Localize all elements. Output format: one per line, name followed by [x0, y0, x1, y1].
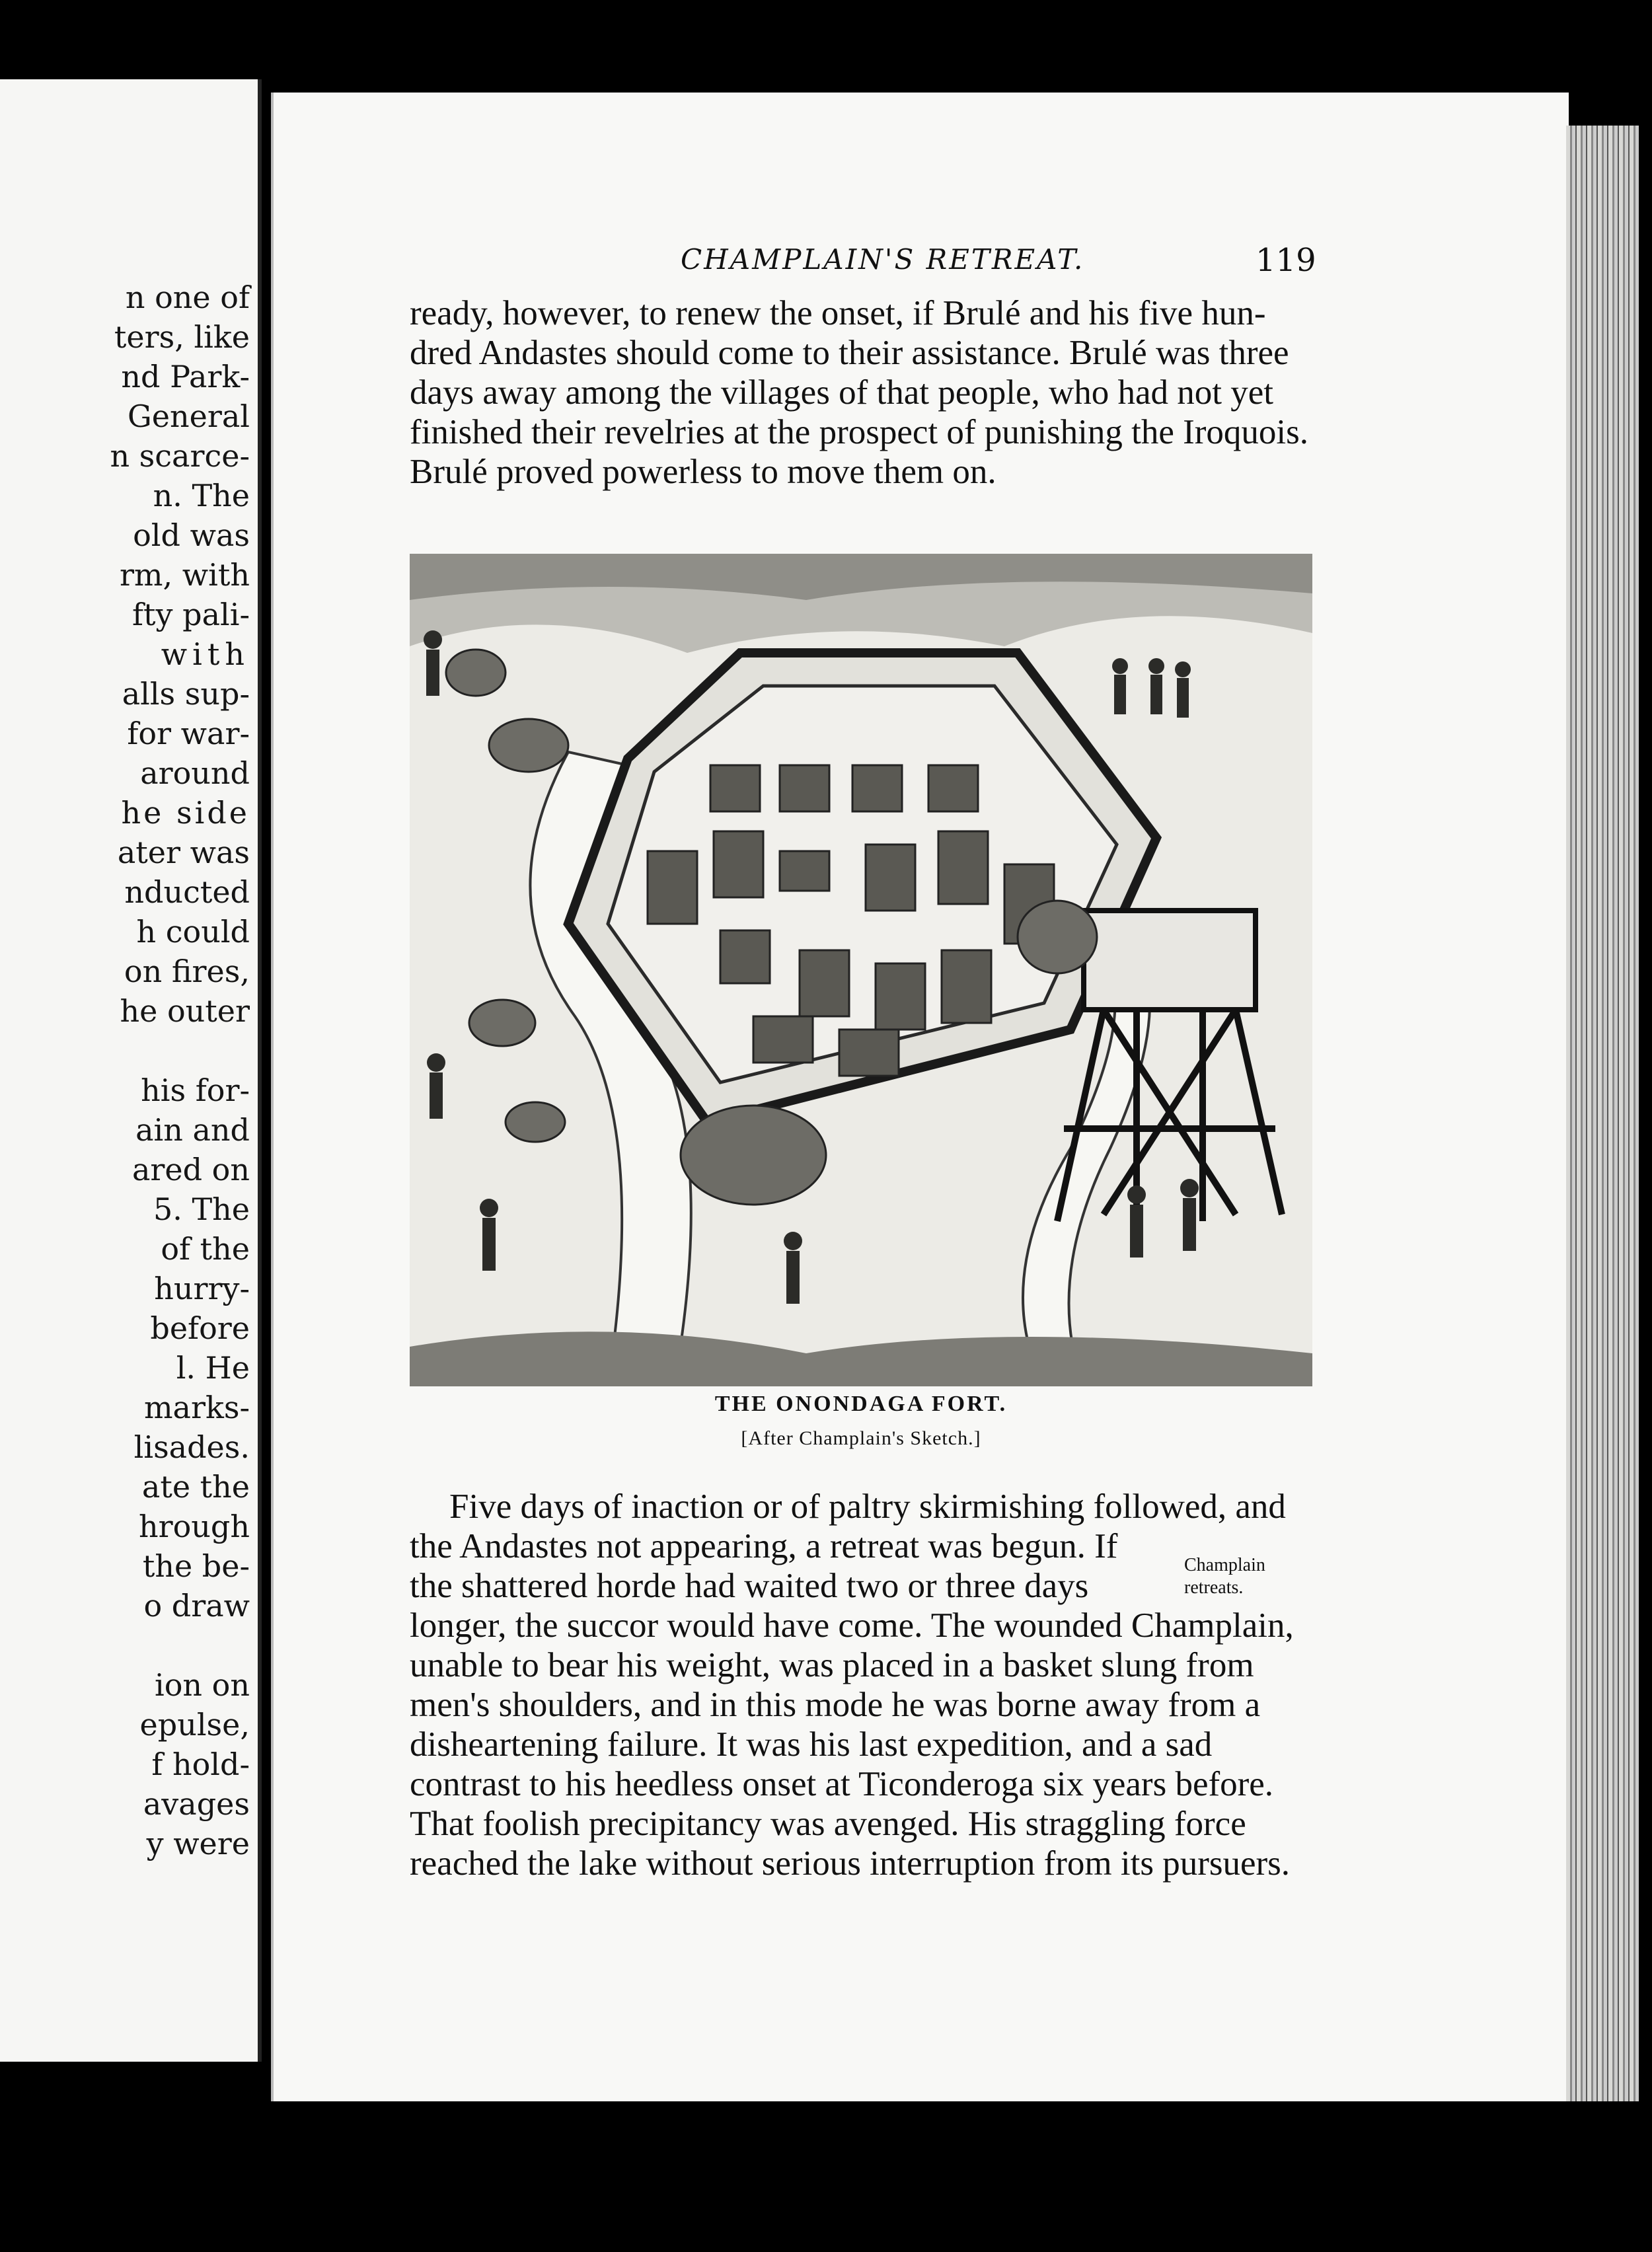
left-page-line: epulse,	[139, 1707, 250, 1743]
left-page-line: before	[150, 1310, 250, 1346]
left-page-line: around	[140, 755, 250, 791]
left-page-line: ion on	[155, 1667, 250, 1703]
left-page-line: ate the	[141, 1469, 250, 1505]
left-page-line: hurry-	[154, 1271, 250, 1306]
text-line: the Andastes not appearing, a retreat was begun. If	[410, 1527, 1118, 1565]
left-page-line: ain and	[135, 1112, 250, 1148]
marginal-note-line: Champlain	[1184, 1555, 1265, 1575]
fort-engraving	[410, 554, 1312, 1386]
left-page	[0, 79, 262, 2062]
left-page-line: n scarce-	[110, 438, 250, 474]
left-page-line: 5. The	[153, 1191, 250, 1227]
paragraph-2	[410, 1487, 1308, 1883]
left-page-line: alls sup-	[122, 676, 250, 712]
fort-engraving-drawing	[410, 554, 1312, 1386]
left-page-line: rm, with	[119, 557, 250, 593]
left-page-line: n. The	[153, 478, 250, 513]
text-line: ready, however, to renew the onset, if Brulé and his five hun-	[410, 294, 1266, 332]
text-line: finished their revelries at the prospect of punishing the Iroquois.	[410, 413, 1308, 451]
text-line: dred Andastes should come to their assistance. Brulé was three	[410, 334, 1289, 372]
left-page-line: f hold-	[151, 1746, 250, 1782]
left-page-line: o draw	[143, 1588, 250, 1624]
marginal-note-line: retreats.	[1184, 1577, 1244, 1598]
figure-caption-credit: [After Champlain's Sketch.]	[741, 1427, 981, 1449]
left-page-line: n one of	[125, 280, 250, 315]
left-page-line: ters, like	[114, 319, 250, 355]
left-page-line: lisades.	[133, 1429, 250, 1465]
left-page-line: he side	[121, 795, 250, 831]
left-page-line: his for-	[141, 1072, 250, 1108]
paragraph-1	[410, 293, 1335, 492]
text-line: reached the lake without serious interruption from its pursuers.	[410, 1844, 1291, 1883]
left-page-line: old was	[133, 517, 250, 553]
text-line: disheartening failure. It was his last expedition, and a sad	[410, 1725, 1213, 1764]
text-line: the shattered horde had waited two or three days	[410, 1567, 1089, 1605]
text-line: unable to bear his weight, was placed in a basket slung from	[410, 1646, 1254, 1684]
text-line: men's shoulders, and in this mode he was borne away from a	[410, 1686, 1261, 1724]
page-number: 119	[1256, 242, 1316, 279]
left-page-line: ared on	[131, 1152, 250, 1187]
left-page-line: for war-	[127, 716, 250, 751]
left-page-line: of the	[161, 1231, 250, 1267]
left-page-line: ater was	[117, 835, 250, 870]
left-page-line: y were	[146, 1826, 250, 1861]
left-page-line: nd Park-	[121, 359, 250, 394]
left-page-line: General	[128, 398, 250, 434]
text-line: Five days of inaction or of paltry skirmishing followed, and	[449, 1487, 1286, 1526]
left-page-line: the be-	[142, 1548, 250, 1584]
text-line: Brulé proved powerless to move them on.	[410, 453, 996, 491]
text-line: contrast to his heedless onset at Ticonderoga six years before.	[410, 1765, 1274, 1803]
running-head: CHAMPLAIN'S RETREAT.	[681, 243, 1085, 276]
left-page-line: hrough	[138, 1509, 250, 1544]
figure-caption-title: THE ONONDAGA FORT.	[714, 1392, 1008, 1416]
page-edges	[1566, 126, 1639, 2101]
left-page-line: on fires,	[124, 954, 250, 989]
left-page-line: with	[161, 636, 250, 672]
left-page-line: fty pali-	[132, 597, 250, 632]
left-page-line: nducted	[124, 874, 250, 910]
left-page-line: h could	[136, 914, 250, 950]
left-page-line: marks-	[143, 1390, 250, 1425]
text-line: days away among the villages of that people, who had not yet	[410, 373, 1273, 412]
left-page-line: he outer	[120, 993, 250, 1029]
text-line: That foolish precipitancy was avenged. His straggling force	[410, 1805, 1246, 1843]
text-line: longer, the succor would have come. The wounded Champlain,	[410, 1606, 1294, 1645]
left-page-line: avages	[143, 1786, 250, 1822]
left-page-line: l. He	[176, 1350, 250, 1386]
